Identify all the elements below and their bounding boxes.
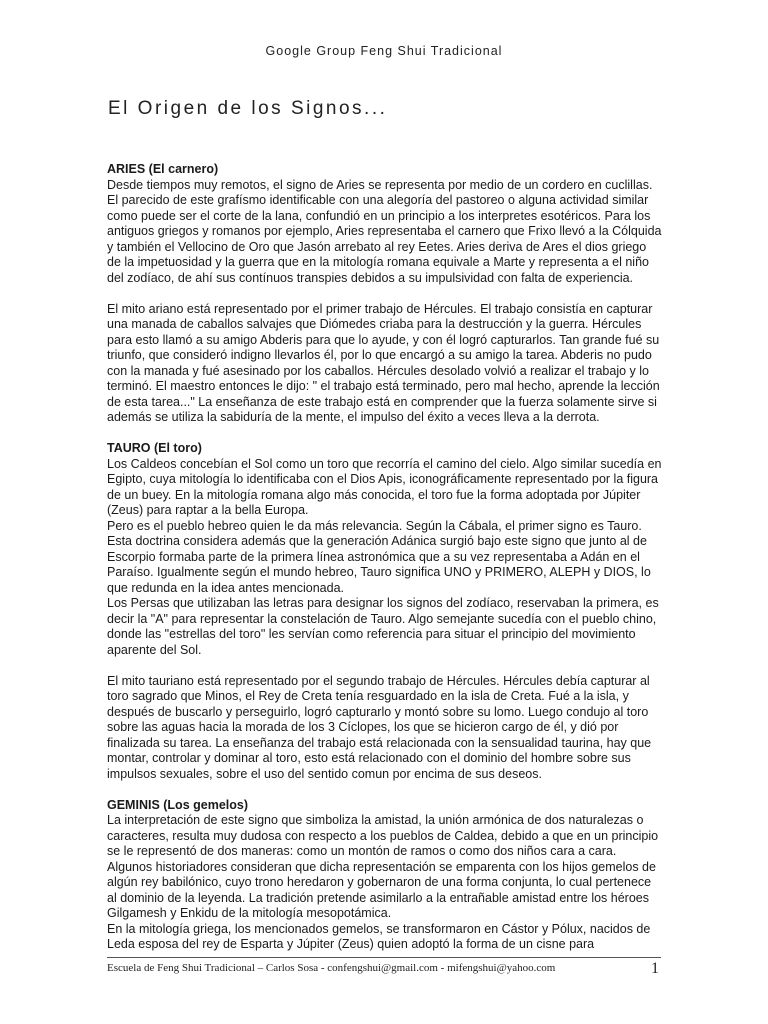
paragraph: Pero es el pueblo hebreo quien le da más relevancia. Según la Cábala, el primer signo es Tauro. Esta doctrina considera además que la generación Adánica surgió bajo este signo que junto al de Escorpio formaba parte de la primera línea astronómica que a su vez representaba a Adán en el Paraíso. Igualmente según el mundo hebreo, Tauro significa UNO y PRIMERO, ALEPH y DIOS, lo que redunda en la idea antes mencionada. [107, 518, 651, 595]
paragraph: Los Caldeos concebían el Sol como un toro que recorría el camino del cielo. Algo similar sucedía en Egipto, cuya mitología lo identificaba con el Dios Apis, iconográficamente representado por la figura de un buey. En la mitología romana algo más conocida, el toro fue la forma adoptada por Júpiter (Zeus) para raptar a la bella Europa. [107, 456, 662, 517]
paragraph: Los Persas que utilizaban las letras para designar los signos del zodíaco, reservaban la primera, es decir la "A" para representar la constelación de Tauro. Algo semejante sucedía con el pueblo chino, donde las "estrellas del toro" les servían como referencia para situar el principio del movimiento aparente del Sol. [107, 596, 659, 657]
section-geminis [107, 798, 663, 953]
document-body [107, 162, 663, 953]
document-title: El Origen de los Signos... [108, 98, 388, 119]
section-heading-geminis: GEMINIS (Los gemelos) [107, 797, 248, 812]
paragraph: El mito tauriano está representado por el segundo trabajo de Hércules. Hércules debía capturar al toro sagrado que Minos, el Rey de Creta tenía resguardado en la isla de Creta. Fué a la isla, y después de buscarlo y perseguirlo, logró capturarlo y montó sobre su lomo. Luego condujo al toro sobre las aguas hacia la morada de los 3 Cíclopes, los que se hicieron cargo de él, y dió por finalizada su tarea. La enseñanza del trabajo está relacionada con la sensualidad taurina, hay que montar, controlar y dominar al toro, esto está relacionado con el dominio del hombre sobre sus impulsos sexuales, sobre el uso del sentido comun por encima de sus deseos. [107, 673, 652, 781]
page-number: 1 [651, 960, 659, 977]
section-heading-tauro: TAURO (El toro) [107, 441, 202, 455]
paragraph: En la mitología griega, los mencionados gemelos, se transformaron en Cástor y Pólux, nacidos de Leda esposa del rey de Esparta y Júpiter (Zeus) quien adoptó la forma de un cisne para [107, 921, 651, 951]
paragraph: El mito ariano está representado por el primer trabajo de Hércules. El trabajo consistía en capturar una manada de caballos salvajes que Diómedes criaba para la destrucción y la guerra. Hércules para esto llamó a su amigo Abderis para que lo ayude, y con él logró capturarlos. Tan grande fué su triunfo, que consideró indigno llevarlos él, por lo que encargó a su amigo la tarea. Abderis no pudo con la manada y fué asesinado por los caballos. Hércules desolado volvió a realizar el trabajo y lo terminó. El maestro entonces le dijo: " el trabajo está terminado, pero mal hecho, aprende la lección de esta tarea..." La enseñanza de este trabajo está en comprender que la fuerza solamente sirve si además se utiliza la sabiduría de la mente, el impulso del éxito a veces lleva a la derrota. [107, 301, 660, 424]
section-gap [107, 782, 663, 798]
paragraph: Algunos historiadores consideran que dicha representación se emparenta con los hijos gemelos de algún rey babilónico, cuyo trono heredaron y gobernaron de una forma conjunta, lo cual pertenece al dominio de la leyenda. La tradición pretende asimilarlo a la entrañable amistad entre los héroes Gilgamesh y Enkidu de la mitología mesopotámica. [107, 859, 656, 920]
section-aries [107, 162, 663, 426]
page-footer: Escuela de Feng Shui Tradicional – Carlos Sosa - confengshui@gmail.com - mifengshui@yahoo.com [107, 962, 556, 974]
paragraph: La interpretación de este signo que simboliza la amistad, la unión armónica de dos naturalezas o caracteres, resulta muy dudosa con respecto a los pueblos de Caldea, debido a que en un principio se le representó de dos maneras: como un montón de ramos o como dos niños cara a cara. [107, 813, 659, 858]
paragraph-gap [107, 286, 663, 302]
section-gap [107, 426, 663, 442]
paragraph: Desde tiempos muy remotos, el signo de Aries se representa por medio de un cordero en cuclillas. El parecido de este grafísmo identificable con una alegoría del pastoreo o alguna actividad similar como puede ser el corte de la lana, confundió en un principio a los interpretes esotéricos. Para los antiguos griegos y romanos por ejemplo, Aries representaba el carnero que Frixo llevó a la Cólquida y también el Vellocino de Oro que Jasón arrebato al rey Eetes. Aries deriva de Ares el dios griego de la impetuosidad y la guerra que en la mitología romana equivale a Marte y representa a el niño del zodíaco, de ahí sus contínuos transpies debidos a su impulsividad con falta de experiencia. [107, 177, 662, 285]
footer-divider [107, 957, 661, 958]
paragraph-gap [107, 658, 663, 674]
section-tauro [107, 441, 663, 782]
section-heading-aries: ARIES (El carnero) [107, 162, 219, 176]
page-header: Google Group Feng Shui Tradicional [265, 44, 503, 58]
